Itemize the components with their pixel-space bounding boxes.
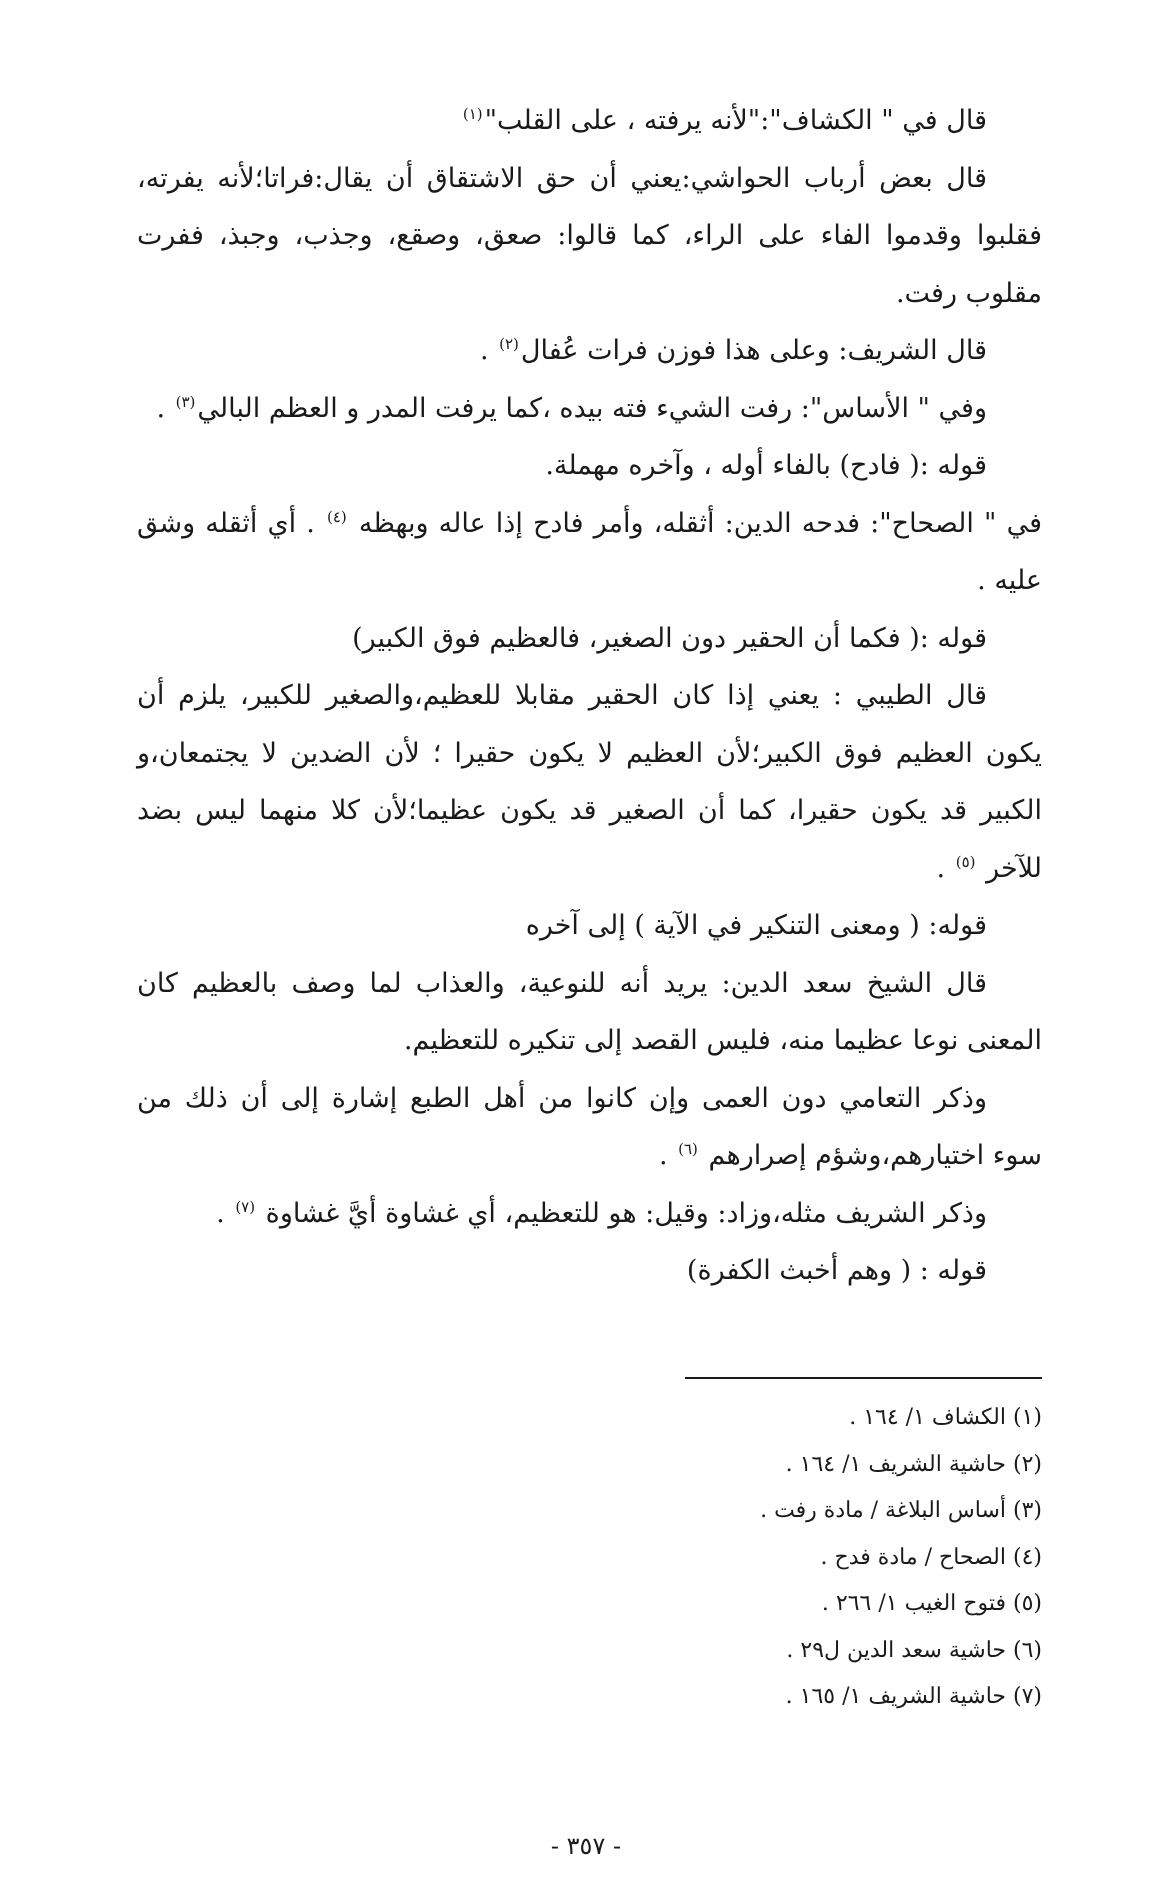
footnote-marker: (٢) [499, 335, 519, 353]
paragraph-text: . [936, 852, 954, 884]
paragraph-text: . [156, 392, 174, 424]
paragraph-text: في " الصحاح": فدحه الدين: أثقله، وأمر فادح إذا عاله وبهظه [348, 507, 1042, 539]
paragraph-text: قال الشيخ سعد الدين: يريد أنه للنوعية، والعذاب لما وصف بالعظيم كان المعنى نوعا عظيما منه، فليس القصد إلى تنكيره للتعظيم. [137, 967, 1042, 1056]
paragraph [137, 897, 1042, 955]
footnote-entry: (٣) أساس البلاغة / مادة رفت . [760, 1498, 1042, 1523]
paragraph [137, 322, 1042, 380]
paragraph-text: قوله :( فادح) بالفاء أوله ، وآخره مهملة. [545, 450, 987, 481]
body-text [137, 92, 1042, 1300]
paragraph-text: قال بعض أرباب الحواشي:يعني أن حق الاشتقاق أن يقال:فراتا؛لأنه يفرته، فقلبوا وقدموا الفاء على الراء، كما قالوا: صعق، وصقع، وجذب، وجبذ، ففرت مقلوب رفت. [137, 162, 1042, 309]
paragraph [137, 610, 1042, 668]
paragraph [137, 955, 1042, 1070]
paragraph-text: . [216, 1197, 234, 1229]
paragraph-text: قال في " الكشاف":"لأنه يرفته ، على القلب" [484, 105, 987, 136]
footnote-separator [685, 1377, 1042, 1379]
footnote-marker: (٥) [955, 852, 976, 871]
paragraph-text: . أي أثقله وشق عليه . [137, 507, 1042, 596]
paragraph-text: قوله :( فكما أن الحقير دون الصغير، فالعظيم فوق الكبير) [352, 622, 987, 654]
paragraph-text: قوله: ( ومعنى التنكير في الآية ) إلى آخره [525, 910, 987, 941]
paragraph-text: . [658, 1140, 677, 1171]
paragraph [137, 1242, 1042, 1300]
paragraph-text: قال الشريف: وعلى هذا فوزن فرات عُفال [520, 335, 987, 366]
footnote-marker: (٤) [326, 507, 347, 526]
paragraph [137, 1070, 1042, 1185]
footnote-entry: (٧) حاشية الشريف ١/ ١٦٥ . [785, 1684, 1042, 1709]
paragraph [137, 437, 1042, 495]
footnote-entry: (٤) الصحاح / مادة فدح . [820, 1544, 1042, 1570]
footnote-marker: (٧) [235, 1197, 256, 1216]
footnote-marker: (١) [462, 105, 483, 123]
footnote-marker: (٣) [175, 392, 196, 411]
paragraph-text: قال الطيبي : يعني إذا كان الحقير مقابلا للعظيم،والصغير للكبير، يلزم أن يكون العظيم فوق الكبير؛لأن العظيم لا يكون حقيرا ؛ لأن الضدين لا يجتمعان،و الكبير قد يكون حقيرا، كما أن الصغير قد يكون عظيما؛لأن كلا منهما ليس بضد للآخر [137, 680, 1042, 884]
page-number: - ٣٥٧ - [550, 1832, 622, 1860]
paragraph [137, 380, 1042, 438]
paragraph [137, 667, 1042, 897]
paragraph [137, 495, 1042, 610]
paragraph-text: . [479, 335, 498, 366]
footnote-entry: (١) الكشاف ١/ ١٦٤ . [849, 1405, 1042, 1430]
paragraph-text: وذكر الشريف مثله،وزاد: وقيل: هو للتعظيم، أي غشاوة أيَّ غشاوة [257, 1197, 987, 1229]
paragraph-text: وذكر التعامي دون العمى وإن كانوا من أهل الطبع إشارة إلى أن ذلك من سوء اختيارهم،وشؤم إصرارهم [137, 1082, 1042, 1171]
paragraph [137, 1185, 1042, 1243]
footnote-entry: (٢) حاشية الشريف ١/ ١٦٤ . [785, 1451, 1042, 1477]
footnote-entry: (٦) حاشية سعد الدين ل٢٩ . [786, 1637, 1042, 1663]
paragraph-text: قوله : ( وهم أخبث الكفرة) [686, 1255, 987, 1286]
paragraph [137, 92, 1042, 150]
footnote-entry: (٥) فتوح الغيب ١/ ٢٦٦ . [821, 1591, 1042, 1616]
paragraph-text: وفي " الأساس": رفت الشيء فته بيده ،كما يرفت المدر و العظم البالي [197, 392, 987, 424]
paragraph [137, 150, 1042, 323]
footnote-marker: (٦) [678, 1140, 698, 1158]
footnotes [442, 1395, 1042, 1721]
